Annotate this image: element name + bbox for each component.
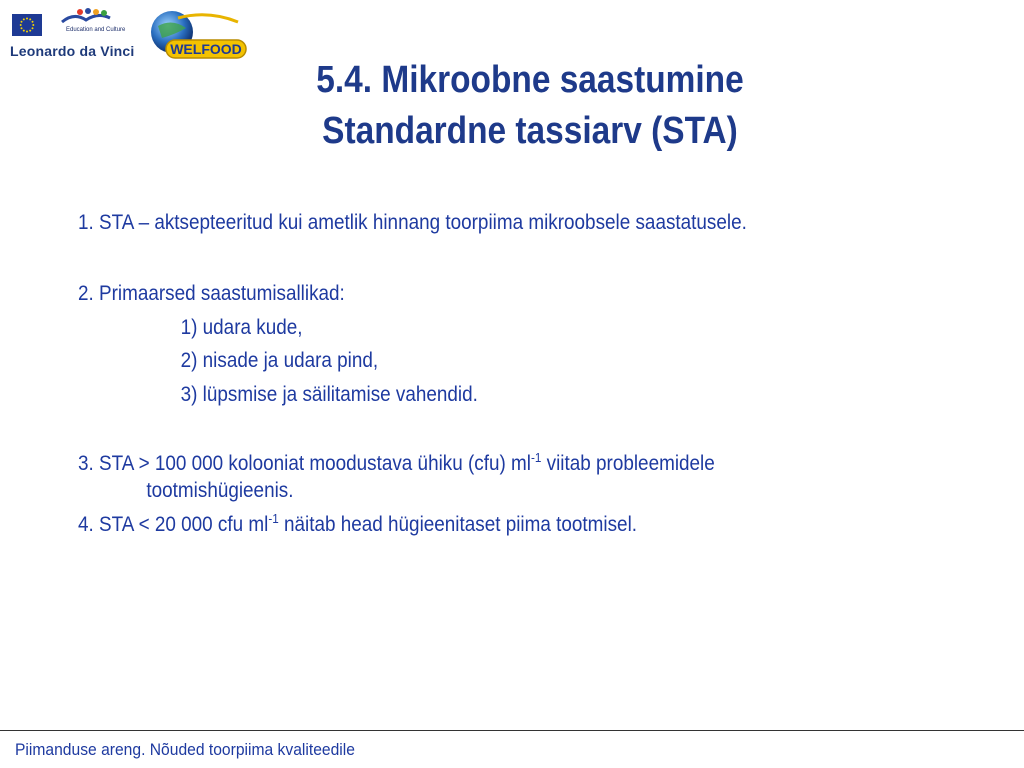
- title-line-2: Standardne tassiarv (STA): [322, 110, 738, 152]
- item-3: [78, 452, 715, 476]
- item-4-text-a: 4. STA < 20 000 cfu ml: [78, 513, 269, 536]
- item-1: 1. STA – aktsepteeritud kui ametlik hinnang toorpiima mikroobsele saastatusele.: [78, 211, 747, 234]
- source-2: 2) nisade ja udara pind,: [180, 349, 379, 372]
- title-line-1: 5.4. Mikroobne saastumine: [316, 59, 744, 101]
- slide-title: [222, 55, 838, 157]
- item-4: [78, 513, 637, 537]
- logo-area: [0, 0, 260, 70]
- footer-divider: [0, 730, 1024, 731]
- item-3-text-b: viitab probleemidele: [541, 452, 715, 475]
- eu-flag-icon: [12, 14, 42, 36]
- source-1: 1) udara kude,: [180, 316, 303, 339]
- item-3-superscript: -1: [530, 450, 542, 465]
- item-3-continuation: tootmishügieenis.: [146, 479, 294, 502]
- education-culture-label: Education and Culture: [66, 27, 126, 33]
- item-2: 2. Primaarsed saastumisallikad:: [78, 282, 345, 305]
- welfood-logo-text: WELFOOD: [170, 41, 242, 57]
- leonardo-da-vinci-logo: Leonardo da Vinci: [10, 43, 135, 59]
- source-3: 3) lüpsmise ja säilitamise vahendid.: [180, 383, 478, 406]
- education-culture-figures-icon: [60, 8, 112, 28]
- item-3-text-a: 3. STA > 100 000 kolooniat moodustava ühiku (cfu) ml: [78, 452, 531, 475]
- item-4-text-b: näitab head hügieenitaset piima tootmisel.: [278, 513, 638, 536]
- item-4-superscript: -1: [268, 511, 279, 526]
- footer-text: Piimanduse areng. Nõuded toorpiima kvaliteedile: [15, 740, 355, 759]
